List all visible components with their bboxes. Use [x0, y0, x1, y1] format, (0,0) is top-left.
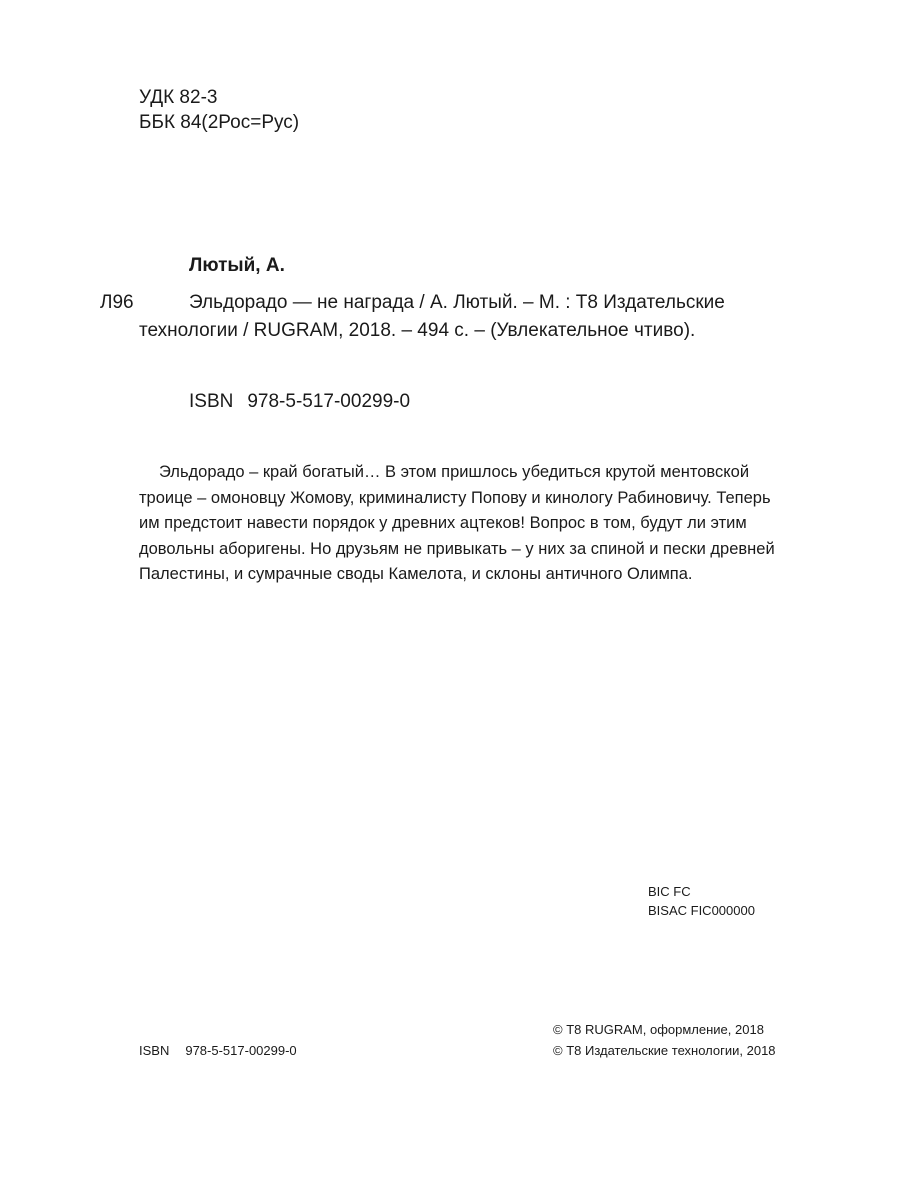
bic-code: BIC FC	[648, 884, 691, 899]
author-code: Л96	[100, 292, 134, 313]
bisac-code: BISAC FIC000000	[648, 903, 755, 918]
annotation-line: им предстоит навести порядок у древних ацтеков! Вопрос в том, будут ли этим	[139, 514, 747, 532]
isbn-footer-label: ISBN	[139, 1043, 170, 1058]
copyright-design: © Т8 RUGRAM, оформление, 2018	[553, 1022, 764, 1037]
author-heading: Лютый, А.	[189, 255, 285, 276]
annotation-line: Палестины, и сумрачные своды Камелота, и склоны античного Олимпа.	[139, 565, 693, 583]
copyright-publisher: © Т8 Издательские технологии, 2018	[553, 1043, 776, 1058]
isbn-footer	[139, 1041, 297, 1060]
bbk-code: ББК 84(2Рос=Рус)	[139, 112, 300, 133]
isbn-record	[189, 389, 410, 415]
udk-code: УДК 82-3	[139, 87, 218, 108]
annotation-paragraph	[139, 460, 809, 588]
bibliographic-line-2: технологии / RUGRAM, 2018. – 494 с. – (Увлекательное чтиво).	[139, 320, 696, 341]
bibliographic-line-1: Эльдорадо — не награда / А. Лютый. – М. : Т8 Издательские	[189, 292, 725, 313]
isbn-number: 978-5-517-00299-0	[247, 391, 411, 412]
annotation-line: довольны аборигены. Но друзьям не привыкать – у них за спиной и пески древней	[139, 539, 775, 558]
isbn-footer-number: 978-5-517-00299-0	[185, 1043, 297, 1058]
annotation-line: троице – омоновцу Жомову, криминалисту Попову и кинологу Рабиновичу. Теперь	[139, 488, 771, 507]
annotation-line: Эльдорадо – край богатый… В этом пришлось убедиться крутой ментовской	[159, 463, 750, 481]
isbn-label: ISBN	[189, 391, 234, 412]
